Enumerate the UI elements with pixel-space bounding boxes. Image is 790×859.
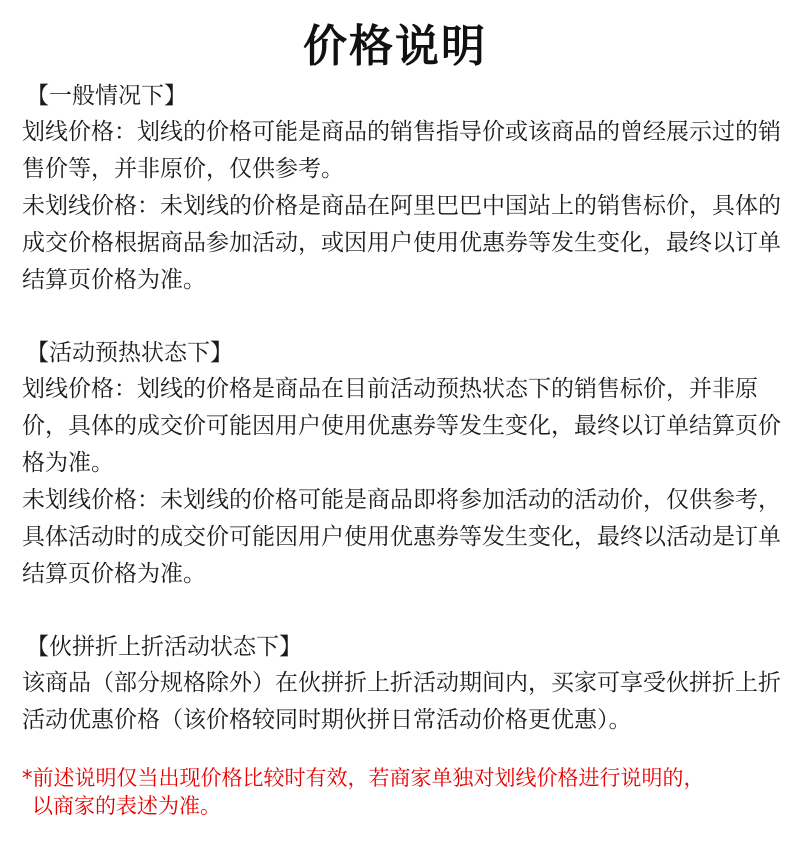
disclaimer-line-1: *前述说明仅当出现价格比较时有效，若商家单独对划线价格进行说明的， [22,766,705,790]
section-heading: 【活动预热状态下】 [26,340,233,366]
section-preheat [22,335,782,593]
paragraph-regular-price: 未划线价格：未划线的价格是商品在阿里巴巴中国站上的销售标价，具体的成交价格根据商品参加活动，或因用户使用优惠券等发生变化，最终以订单结算页价格为准。 [22,193,781,293]
section-general [22,78,782,299]
page-title: 价格说明 [303,21,487,72]
disclaimer-notice [22,764,782,820]
section-heading: 【伙拼折上折活动状态下】 [26,634,302,660]
paragraph-strikethrough-price: 划线价格：划线的价格可能是商品的销售指导价或该商品的曾经展示过的销售价等，并非原价，仅供参考。 [22,119,781,182]
section-heading: 【一般情况下】 [26,83,187,109]
paragraph-group-discount: 该商品（部分规格除外）在伙拼折上折活动期间内，买家可享受伙拼折上折活动优惠价格（该价格较同时期伙拼日常活动价格更优惠）。 [22,670,781,733]
paragraph-strikethrough-price: 划线价格：划线的价格是商品在目前活动预热状态下的销售标价，并非原价，具体的成交价可能因用户使用优惠券等发生变化，最终以订单结算页价格为准。 [22,376,781,476]
paragraph-regular-price: 未划线价格：未划线的价格可能是商品即将参加活动的活动价，仅供参考，具体活动时的成交价可能因用户使用优惠券等发生变化，最终以活动是订单结算页价格为准。 [22,487,781,587]
price-explanation-content [22,78,782,820]
section-group-discount [22,629,782,739]
disclaimer-line-2: 以商家的表述为准。 [32,794,221,818]
